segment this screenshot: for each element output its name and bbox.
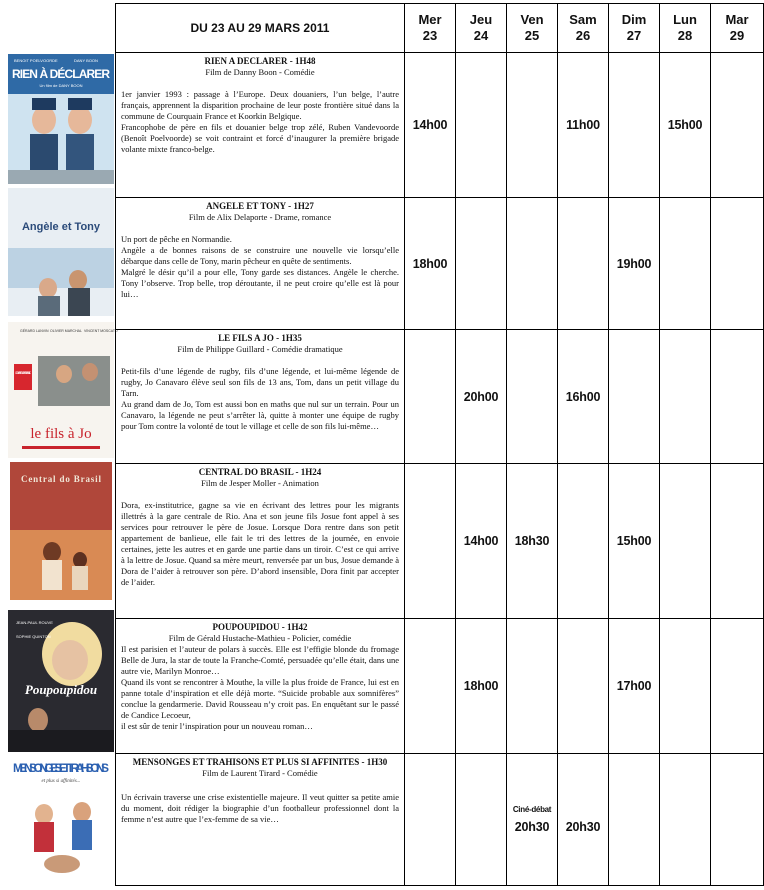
poster-mensonges-et-trahisons [8, 752, 114, 886]
film-synopsis: Petit-fils d’une légende de rugby, fils d’une légende, et lui-même légende de rugby, Jo Canavaro élève seul son fils de 13 ans, Tom, dans un petit village du Tarn. Au grand dam de Jo, Tom est aussi bon en maths que nul sur un terrain. Pour un Canavaro, la légende ne peut s’arrêter là, quitte à monter une équipe de rugby pour Tom contre la volonté de tout le village et celle de son fils lui-même… [121, 366, 399, 431]
poster-le-fils-a-jo [8, 322, 118, 458]
showtime-slot: 14h00 [456, 464, 507, 619]
showtime-slot [609, 53, 660, 198]
film-title: POUPOUPIDOU - 1H42 [212, 622, 308, 632]
film-synopsis: Il est parisien et l’auteur de polars à succès. Elle est l’effigie blonde du fromage Belle de Jura, la star de toute la Franche-Comté, persuadée qu’elle était, dans une autre vie, Marilyn Monroe… Quand ils vont se rencontrer à Mouthe, la ville la plus froide de France, lui est en panne totale d’inspiration et elle déjà morte. “Suicide probable aux somnifères” conclue la gendarmerie. David Rousseau n’y croit pas. En enquêtant sur le passé de Candice Lecoeur, il est sûr de tenir l’inspiration pour un nouveau roman… [121, 644, 399, 731]
showtime-slot [609, 754, 660, 886]
svg-text:et plus si affinités...: et plus si affinités... [41, 779, 81, 784]
svg-text:VINCENT MOSCATO: VINCENT MOSCATO [84, 329, 118, 333]
svg-text:RIEN À DÉCLARER: RIEN À DÉCLARER [12, 67, 110, 81]
showtime-slot [558, 198, 609, 330]
day-header-sam: Sam 26 [558, 4, 609, 53]
showtime-slot [711, 330, 764, 464]
film-synopsis: Un écrivain traverse une crise existentielle majeure. Il veut quitter sa petite amie du moment, doit rédiger la biographie d’un footballeur professionnel dont la femme n’est autre que l’ex-femme de sa vie… [121, 792, 399, 824]
showtime-slot [405, 754, 456, 886]
showtime-slot [660, 619, 711, 754]
svg-text:le fils à Jo: le fils à Jo [30, 426, 92, 442]
showtime-slot: 15h00 [660, 53, 711, 198]
showtime-slot [507, 53, 558, 198]
day-header-mar: Mar 29 [711, 4, 764, 53]
film-synopsis: Un port de pêche en Normandie. Angèle a de bonnes raisons de se construire une nouvelle vie lorsqu’elle débarque dans celle de Tony, marin pêcheur en quête de sentiments. Malgré le désir qu’il a pour elle, Tony garde ses distances. Angèle le cherche. Tony l’observe. Trop belle, trop déroutante, il ne peut croire qu’elle est là pour lui… [121, 234, 399, 299]
svg-text:GÉRARD LANVIN: GÉRARD LANVIN [20, 329, 49, 333]
showtime-slot [609, 330, 660, 464]
showtime-slot [456, 53, 507, 198]
svg-text:COUP DE FOUDRE DU PUBLIC: COUP DE FOUDRE DU PUBLIC [14, 371, 32, 375]
showtime-slot [711, 198, 764, 330]
showtime-slot [507, 330, 558, 464]
day-header-dim: Dim 27 [609, 4, 660, 53]
showtime-slot-with-event [507, 754, 558, 886]
film-row [116, 198, 764, 330]
showtime-slot [456, 754, 507, 886]
film-row [116, 53, 764, 198]
film-title: MENSONGES ET TRAHISONS ET PLUS SI AFFINITES - 1H30 [132, 757, 388, 767]
svg-text:SOPHIE QUINTON: SOPHIE QUINTON [16, 634, 51, 639]
showtime-slot [558, 619, 609, 754]
svg-text:Angèle et Tony: Angèle et Tony [21, 221, 101, 233]
film-meta: Film de Gérald Hustache-Mathieu - Policier, comédie [168, 633, 352, 643]
schedule-table [115, 3, 764, 886]
showtime-slot: 18h00 [405, 198, 456, 330]
svg-text:Poupoupidou: Poupoupidou [24, 682, 98, 697]
showtime-slot: 18h00 [456, 619, 507, 754]
film-meta: Film de Alix Delaporte - Drame, romance [188, 212, 332, 222]
showtime-slot: 19h00 [609, 198, 660, 330]
svg-text:OLIVIER MARCHAL: OLIVIER MARCHAL [50, 329, 82, 333]
film-description [116, 619, 405, 754]
film-description [116, 754, 405, 886]
film-meta: Film de Jesper Moller - Animation [201, 478, 319, 488]
header-row [116, 4, 764, 53]
showtime-slot: 18h30 [507, 464, 558, 619]
day-header-lun: Lun 28 [660, 4, 711, 53]
showtime-slot [660, 754, 711, 886]
day-header-ven: Ven 25 [507, 4, 558, 53]
film-synopsis: Dora, ex-institutrice, gagne sa vie en écrivant des lettres pour les migrants illettrés à la gare centrale de Rio. Ana et son jeune fils Josue font appel à ses services pour retrouver le père de Josue. Lorsque Dora rentre dans son petit appartement de banlieue, elle fait le tri des lettres de la journée, en envoie certaines, jette les autres et en garde une partie dans un tiroir. C’est ce qui arrive à la lettre de Josue. Quand sa mère meurt, renversée par un bus, Josue demande à Dora de l’aider à retrouver son père. D’abord insensible, Dora finit par accepter de l’aider. [121, 500, 399, 587]
showtime-slot: 11h00 [558, 53, 609, 198]
svg-text:JEAN-PAUL ROUVE: JEAN-PAUL ROUVE [16, 620, 53, 625]
film-meta: Film de Philippe Guillard - Comédie dramatique [177, 344, 343, 354]
week-range-title: DU 23 AU 29 MARS 2011 [116, 4, 405, 53]
film-description [116, 464, 405, 619]
film-title: CENTRAL DO BRASIL - 1H24 [198, 467, 322, 477]
svg-text:MENSONGES ET TRAHISONS: MENSONGES ET TRAHISONS [13, 761, 109, 775]
showtime-slot [660, 464, 711, 619]
showtime-slot [711, 619, 764, 754]
showtime-slot [405, 330, 456, 464]
svg-text:DANY BOON: DANY BOON [74, 58, 98, 63]
showtime-slot [507, 619, 558, 754]
day-header-mer: Mer 23 [405, 4, 456, 53]
poster-central-do-brasil [8, 460, 114, 602]
showtime-slot [711, 53, 764, 198]
film-row [116, 330, 764, 464]
film-synopsis: 1er janvier 1993 : passage à l’Europe. Deux douaniers, l’un belge, l’autre français, apprennent la disparition prochaine de leur poste frontière situé dans la commune de Courquain France et Koorkin Belgique. Francophobe de père en fils et douanier belge trop zélé, Ruben Vandevoorde (Benoît Poelvoorde) se voit contraint et forcé d’inaugurer la première brigade volante mixte franco-belge. [121, 89, 399, 154]
showtime-slot [507, 198, 558, 330]
showtime-slot [405, 619, 456, 754]
svg-text:Central do Brasil: Central do Brasil [21, 474, 101, 484]
film-meta: Film de Danny Boon - Comédie [205, 67, 315, 77]
film-description [116, 198, 405, 330]
film-title: LE FILS A JO - 1H35 [218, 333, 302, 343]
poster-angele-et-tony [8, 188, 114, 316]
showtime-slot: 15h00 [609, 464, 660, 619]
film-row [116, 619, 764, 754]
cine-debat-note: Ciné-débat [512, 805, 552, 814]
showtime-slot [711, 464, 764, 619]
film-row [116, 464, 764, 619]
showtime-slot [405, 464, 456, 619]
showtime-slot [660, 198, 711, 330]
film-row [116, 754, 764, 886]
poster-rien-a-declarer [8, 54, 114, 184]
svg-text:Un film de DANY BOON: Un film de DANY BOON [39, 83, 83, 88]
svg-text:BENOIT POELVOORDE: BENOIT POELVOORDE [14, 58, 58, 63]
showtime-slot: 16h00 [558, 330, 609, 464]
showtime-slot [711, 754, 764, 886]
day-header-jeu: Jeu 24 [456, 4, 507, 53]
film-meta: Film de Laurent Tirard - Comédie [202, 768, 318, 778]
showtime-slot: 20h30 [558, 754, 609, 886]
film-title: ANGELE ET TONY - 1H27 [206, 201, 314, 211]
showtime-value: 20h30 [514, 820, 550, 834]
showtime-slot: 17h00 [609, 619, 660, 754]
showtime-slot: 20h00 [456, 330, 507, 464]
film-title: RIEN A DECLARER - 1H48 [204, 56, 316, 66]
showtime-slot: 14h00 [405, 53, 456, 198]
poster-poupoupidou [8, 610, 114, 752]
showtime-slot [558, 464, 609, 619]
showtime-slot [456, 198, 507, 330]
showtime-slot [660, 330, 711, 464]
film-description [116, 330, 405, 464]
film-description [116, 53, 405, 198]
